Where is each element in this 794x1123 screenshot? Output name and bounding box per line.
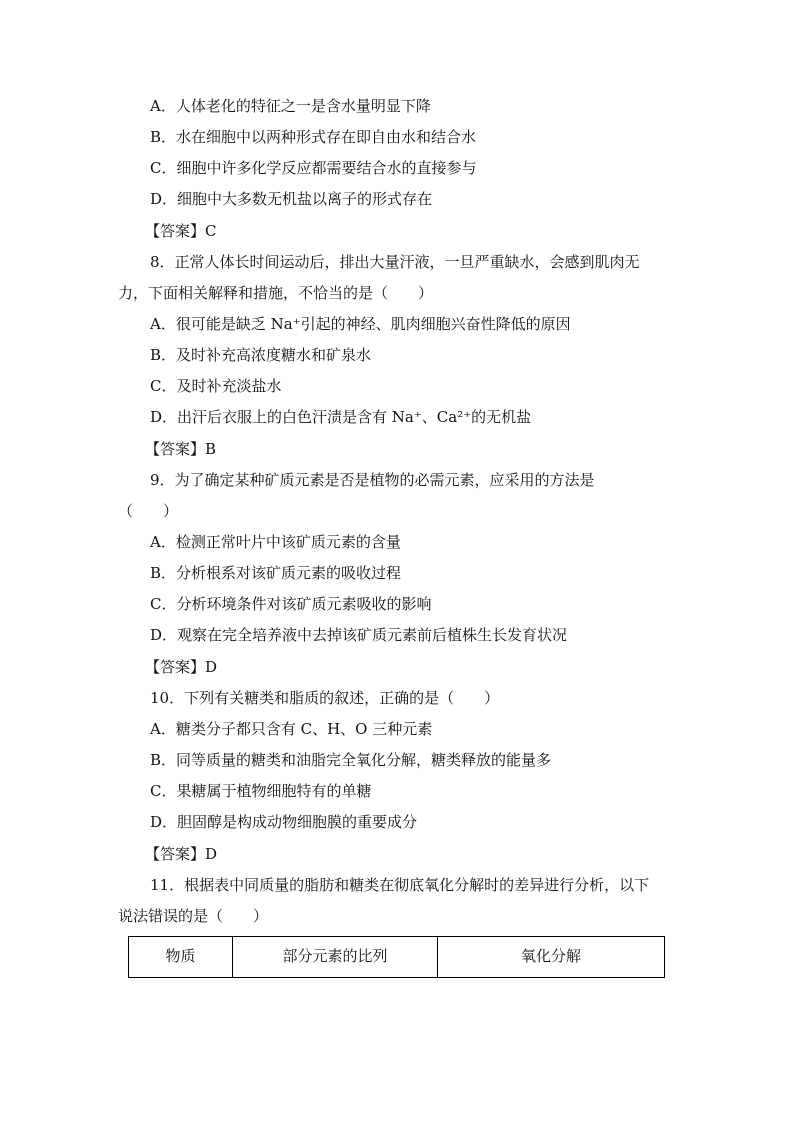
q9-answer: 【答案】D	[145, 658, 218, 676]
q8-option-d: D．出汗后衣服上的白色汗渍是含有 Na⁺、Ca²⁺的无机盐	[150, 408, 532, 426]
q9-stem-line1: 9．为了确定某种矿质元素是否是植物的必需元素，应采用的方法是	[150, 471, 595, 489]
q8-stem-line1: 8．正常人体长时间运动后，排出大量汗液，一旦严重缺水，会感到肌肉无	[150, 253, 640, 271]
q9-option-d: D．观察在完全培养液中去掉该矿质元素前后植株生长发育状况	[150, 626, 568, 644]
q8-option-a: A．很可能是缺乏 Na⁺引起的神经、肌肉细胞兴奋性降低的原因	[150, 315, 571, 333]
q11-stem-line2: 说法错误的是（ ）	[118, 907, 269, 925]
q7-option-d: D．细胞中大多数无机盐以离子的形式存在	[150, 190, 433, 208]
q10-option-a: A．糖类分子都只含有 C、H、O 三种元素	[150, 720, 433, 738]
table-header-cell: 氧化分解	[438, 937, 665, 978]
q10-option-b: B．同等质量的糖类和油脂完全氧化分解，糖类释放的能量多	[150, 751, 552, 769]
table-header-cell: 部分元素的比列	[233, 937, 438, 978]
q9-option-a: A．检测正常叶片中该矿质元素的含量	[150, 533, 401, 551]
table-header-cell: 物质	[129, 937, 233, 978]
q8-stem-line2: 力，下面相关解释和措施，不恰当的是（ ）	[118, 284, 434, 302]
q7-option-a: A．人体老化的特征之一是含水量明显下降	[150, 97, 431, 115]
q8-option-b: B．及时补充高浓度糖水和矿泉水	[150, 346, 372, 364]
table-header-row	[129, 937, 665, 978]
q11-stem-line1: 11．根据表中同质量的脂肪和糖类在彻底氧化分解时的差异进行分析，以下	[150, 876, 650, 894]
q8-answer: 【答案】B	[145, 440, 217, 458]
q10-option-c: C．果糖属于植物细胞特有的单糖	[150, 782, 372, 800]
q7-option-b: B．水在细胞中以两种形式存在即自由水和结合水	[150, 128, 477, 146]
q10-stem: 10．下列有关糖类和脂质的叙述，正确的是（ ）	[150, 689, 500, 707]
q9-stem-line2: （ ）	[118, 502, 179, 520]
q7-answer: 【答案】C	[145, 222, 217, 240]
q10-option-d: D．胆固醇是构成动物细胞膜的重要成分	[150, 813, 418, 831]
q8-option-c: C．及时补充淡盐水	[150, 377, 282, 395]
q9-option-c: C．分析环境条件对该矿质元素吸收的影响	[150, 595, 432, 613]
q11-table	[128, 936, 665, 978]
q7-option-c: C．细胞中许多化学反应都需要结合水的直接参与	[150, 159, 477, 177]
q10-answer: 【答案】D	[145, 845, 218, 863]
q9-option-b: B．分析根系对该矿质元素的吸收过程	[150, 564, 402, 582]
